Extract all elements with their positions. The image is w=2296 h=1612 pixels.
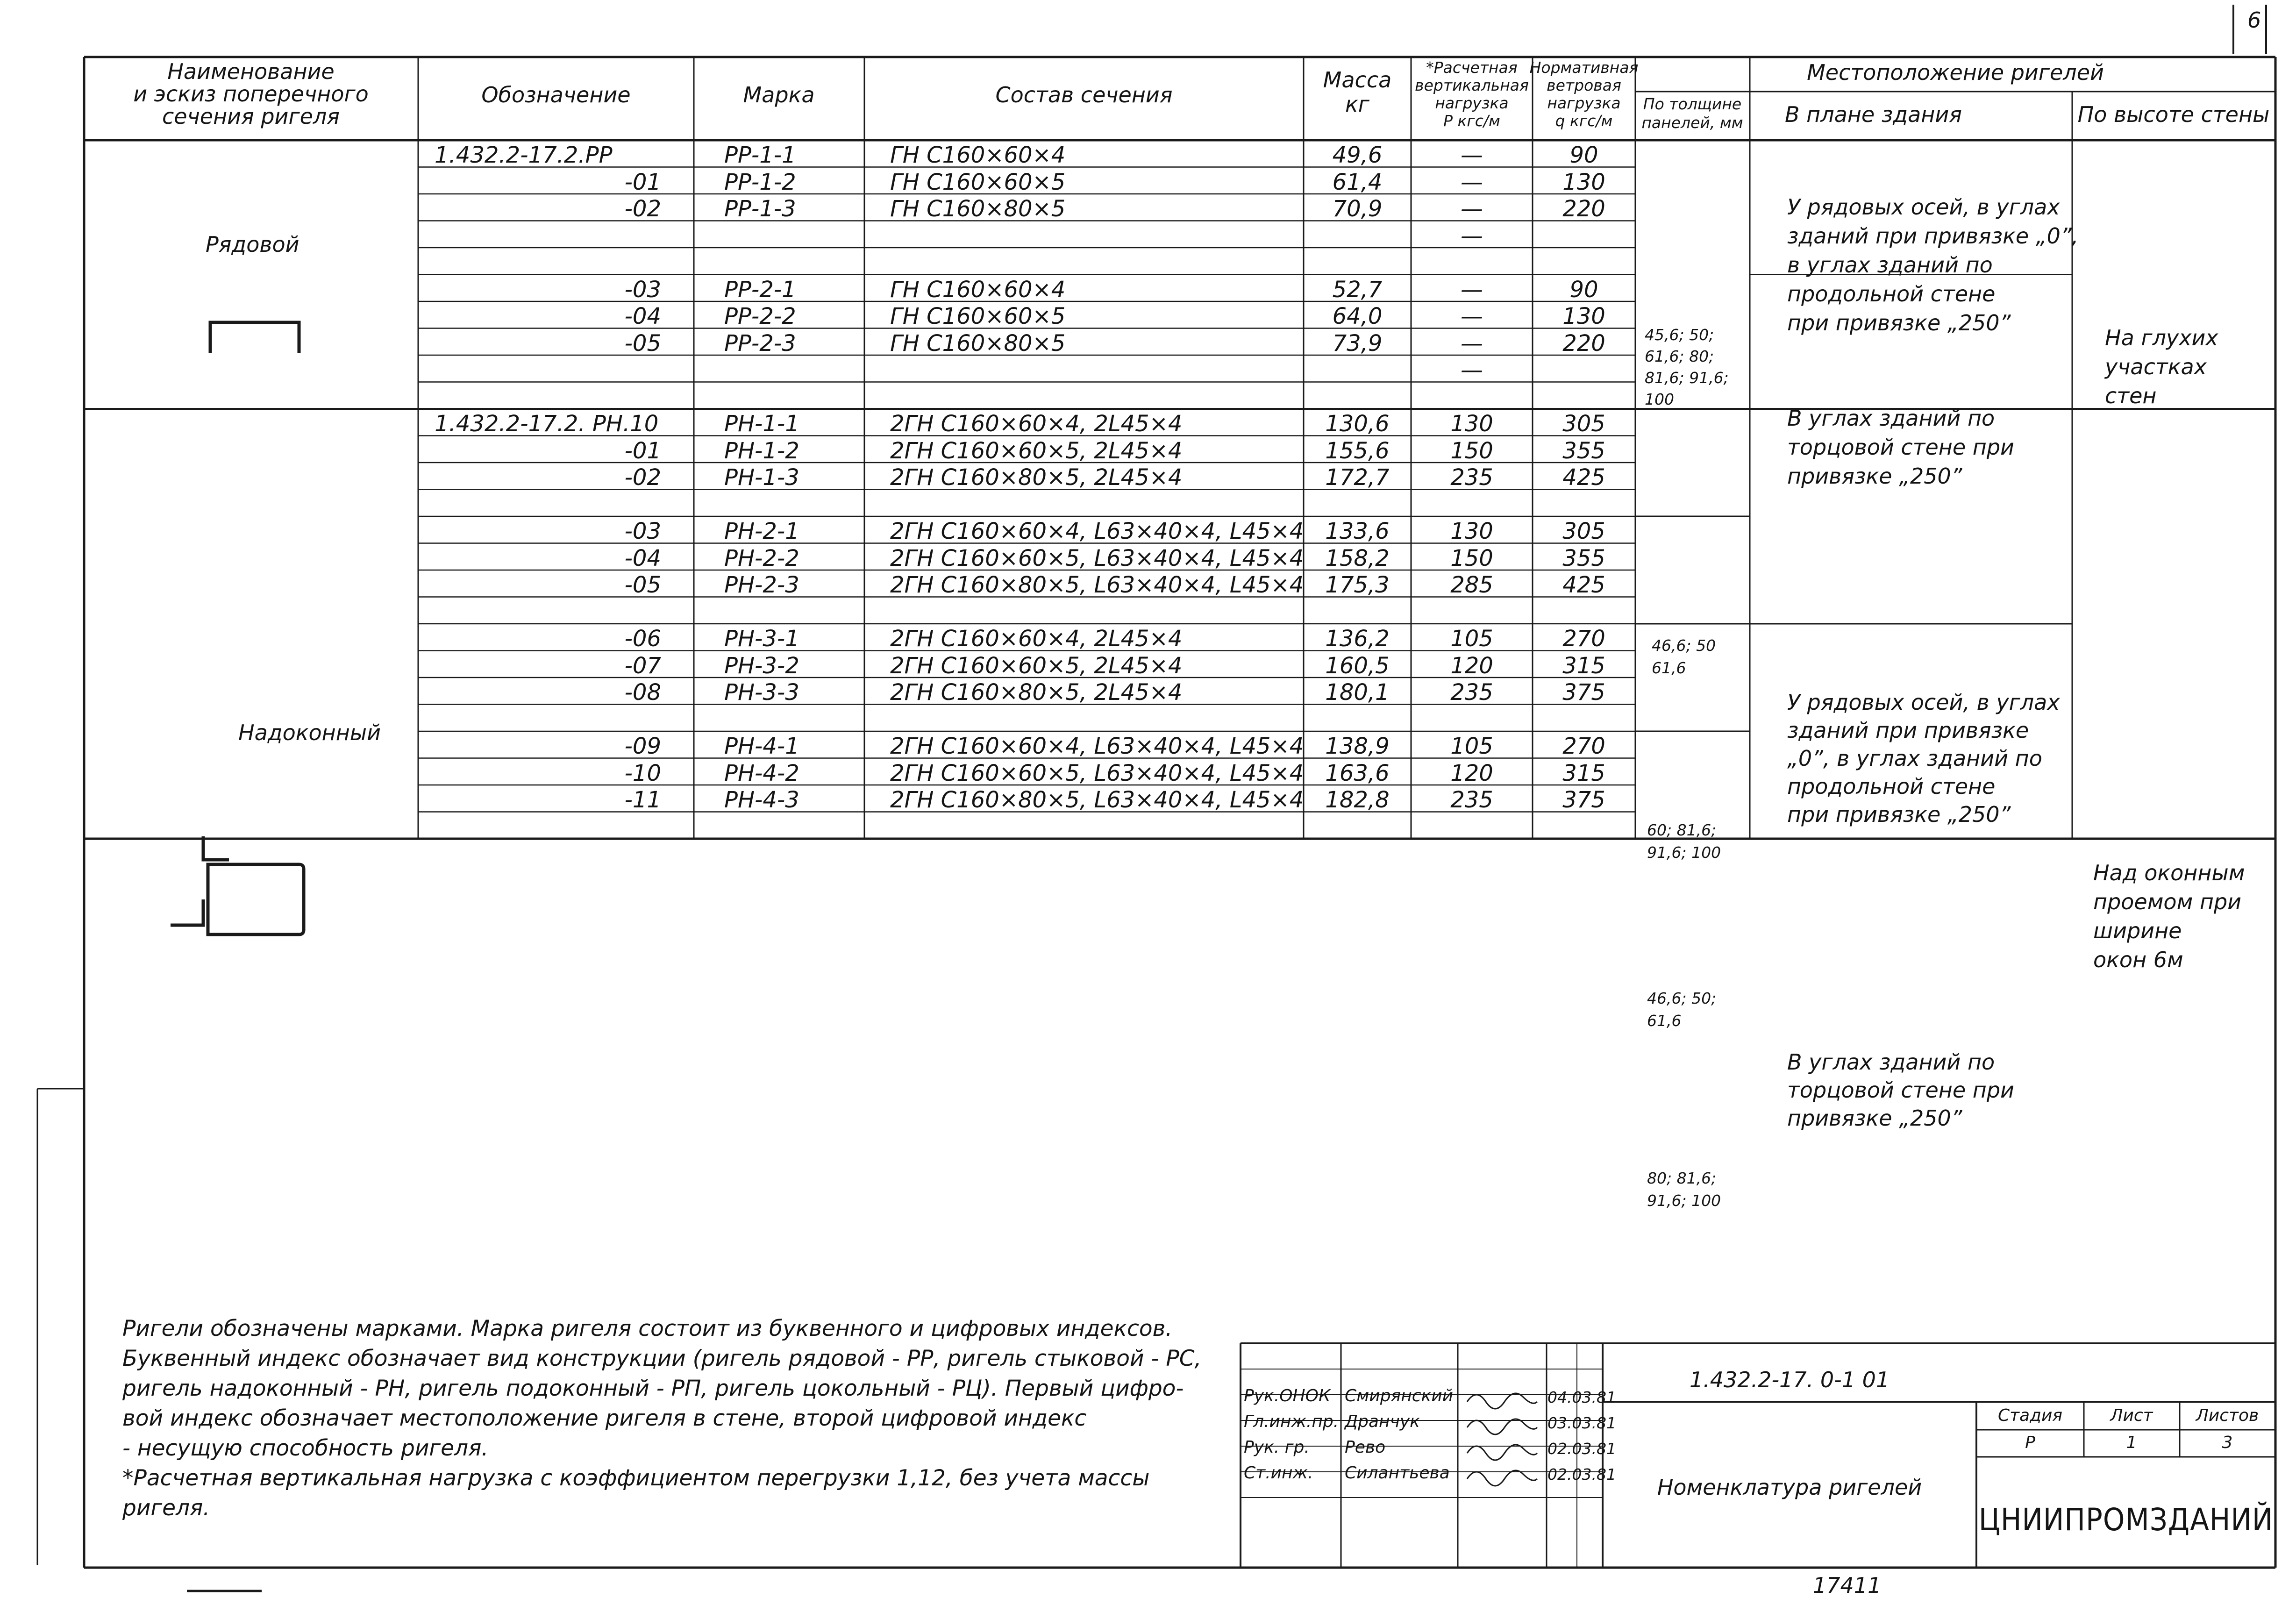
header-name-sketch: Наименование: [167, 59, 335, 84]
signature-role: Рук.ОНОК: [1244, 1386, 1331, 1405]
designation-cell: -07: [624, 652, 661, 679]
header-wind-load: нагрузка: [1547, 94, 1621, 112]
composition-cell: 2ГН С160×60×4, L63×40×4, L45×4: [890, 518, 1304, 544]
header-vertical-load: Р кгс/м: [1443, 112, 1500, 130]
header-in-plan: В плане здания: [1785, 102, 1962, 127]
signature-mark: [1467, 1445, 1537, 1460]
header-mass: Масса: [1323, 67, 1392, 93]
signature-name: Рево: [1345, 1438, 1386, 1457]
sheet-label: Лист: [2110, 1406, 2153, 1425]
designation-cell: -09: [624, 733, 661, 759]
mark-cell: РР-2-2: [724, 303, 796, 329]
document-title: Номенклатура ригелей: [1657, 1475, 1922, 1500]
designation-cell: -06: [624, 626, 661, 652]
header-mass: кг: [1345, 92, 1369, 117]
composition-cell: 2ГН С160×60×5, L63×40×4, L45×4: [890, 760, 1304, 786]
stage-value: Р: [2025, 1433, 2035, 1452]
mark-cell: РР-2-1: [724, 276, 796, 303]
vertical-load-cell: 150: [1450, 545, 1493, 571]
signature-date: 02.03.81: [1547, 1465, 1616, 1484]
wind-load-cell: 305: [1562, 411, 1605, 437]
plan-over-window-2: привязке „250”: [1787, 1106, 1962, 1131]
wind-load-cell: 355: [1562, 437, 1605, 464]
mass-cell: 70,9: [1332, 196, 1383, 222]
mass-cell: 136,2: [1325, 626, 1390, 652]
designation-cell: -03: [624, 518, 661, 544]
note-line: ригеля.: [122, 1495, 210, 1521]
composition-cell: ГН С160×60×4: [890, 276, 1066, 303]
vertical-load-cell: 130: [1450, 518, 1493, 544]
designation-cell: -10: [624, 760, 661, 786]
height-over-window: ширине: [2093, 918, 2182, 943]
plan-ordinary-2: торцовой стене при: [1787, 435, 2014, 460]
composition-cell: 2ГН С160×60×4, 2L45×4: [890, 626, 1183, 652]
signature-role: Ст.инж.: [1244, 1463, 1313, 1483]
signature-name: Дранчук: [1345, 1412, 1420, 1431]
vertical-load-cell: 235: [1450, 787, 1493, 813]
wind-load-cell: 315: [1562, 760, 1605, 786]
wind-load-cell: 355: [1562, 545, 1605, 571]
note-line: *Расчетная вертикальная нагрузка с коэффициентом перегрузки 1,12, без учета массы: [122, 1465, 1150, 1491]
designation-cell: -04: [624, 303, 661, 329]
thickness-over-window-4: 91,6; 100: [1647, 1191, 1721, 1210]
wind-load-cell: 305: [1562, 518, 1605, 544]
designation-cell: -08: [624, 679, 661, 706]
signature-name: Смирянский: [1345, 1386, 1454, 1405]
vertical-load-cell: 150: [1450, 437, 1493, 464]
inventory-number: 17411: [1813, 1573, 1882, 1598]
designation-cell: -05: [624, 572, 661, 598]
corner-mark: 6: [2247, 7, 2261, 33]
mass-cell: 163,6: [1325, 760, 1390, 786]
composition-cell: 2ГН С160×60×5, L63×40×4, L45×4: [890, 545, 1304, 571]
vertical-load-cell: —: [1461, 276, 1483, 303]
composition-cell: ГН С160×60×5: [890, 303, 1066, 329]
height-ordinary: стен: [2105, 383, 2157, 408]
header-name-sketch: и эскиз поперечного: [133, 81, 369, 107]
composition-cell: ГН С160×60×4: [890, 142, 1066, 168]
mark-cell: РР-1-1: [724, 142, 796, 168]
header-vertical-load: нагрузка: [1435, 94, 1509, 112]
height-ordinary: На глухих: [2105, 325, 2218, 350]
mark-cell: РН-1-2: [724, 437, 799, 464]
header-wind-load: q кгс/м: [1555, 112, 1613, 130]
signature-date: 03.03.81: [1547, 1414, 1616, 1432]
plan-over-window-2: В углах зданий по: [1787, 1049, 1995, 1075]
height-over-window: окон 6м: [2093, 947, 2183, 972]
vertical-load-cell: 105: [1450, 626, 1493, 652]
organization-stamp: ЦНИИПРОМЗДАНИЙ: [1978, 1502, 2274, 1538]
mass-cell: 172,7: [1325, 464, 1390, 491]
wind-load-cell: 375: [1562, 679, 1605, 706]
header-name-sketch: сечения ригеля: [162, 104, 340, 129]
mark-cell: РН-1-3: [724, 464, 799, 491]
note-line: вой индекс обозначает местоположение ригеля в стене, второй цифровой индекс: [122, 1405, 1087, 1431]
mark-cell: РН-2-3: [724, 572, 799, 598]
group-name-over-window: Надоконный: [238, 720, 381, 745]
plan-ordinary-1: У рядовых осей, в углах: [1787, 194, 2060, 220]
mass-cell: 49,6: [1332, 142, 1383, 168]
header-by-thickness: По толщине: [1643, 95, 1742, 113]
plan-ordinary-1: при привязке „250”: [1787, 310, 2011, 335]
mark-cell: РН-3-1: [724, 626, 799, 652]
composition-cell: ГН С160×60×5: [890, 169, 1066, 195]
wind-load-cell: 130: [1562, 303, 1605, 329]
wind-load-cell: 90: [1569, 276, 1598, 303]
thickness-over-window-1: 61,6: [1652, 659, 1686, 677]
header-composition: Состав сечения: [995, 82, 1173, 107]
note-line: Буквенный индекс обозначает вид конструкции (ригель рядовой - РР, ригель стыковой - РС,: [122, 1346, 1202, 1371]
height-over-window: проемом при: [2093, 889, 2242, 914]
mass-cell: 158,2: [1325, 545, 1390, 571]
thickness-ordinary: 61,6; 80;: [1645, 347, 1714, 365]
vertical-load-cell: —: [1461, 357, 1483, 383]
header-by-height: По высоте стены: [2077, 102, 2270, 127]
vertical-load-cell: 105: [1450, 733, 1493, 759]
thickness-over-window-2: 91,6; 100: [1647, 843, 1721, 862]
plan-ordinary-1: продольной стене: [1787, 281, 1996, 307]
designation-cell: -01: [624, 169, 661, 195]
signature-mark: [1467, 1470, 1537, 1486]
signature-mark: [1467, 1393, 1537, 1409]
signature-date: 02.03.81: [1547, 1440, 1616, 1458]
designation-cell: -02: [624, 196, 661, 222]
mass-cell: 182,8: [1325, 787, 1390, 813]
header-mark: Марка: [743, 82, 815, 107]
wind-load-cell: 130: [1562, 169, 1605, 195]
mass-cell: 160,5: [1325, 652, 1390, 679]
mass-cell: 180,1: [1325, 679, 1390, 706]
sheet-value: 1: [2126, 1433, 2137, 1452]
thickness-over-window-1: 46,6; 50: [1652, 636, 1716, 655]
composition-cell: 2ГН С160×60×4, 2L45×4: [890, 411, 1183, 437]
header-by-thickness: панелей, мм: [1641, 114, 1743, 132]
note-line: Ригели обозначены марками. Марка ригеля состоит из буквенного и цифровых индексов.: [122, 1316, 1173, 1341]
sheets-value: 3: [2222, 1433, 2233, 1452]
signature-mark: [1467, 1419, 1537, 1434]
height-ordinary: участках: [2105, 354, 2207, 379]
plan-over-window-1: продольной стене: [1787, 774, 1996, 799]
wind-load-cell: 425: [1562, 572, 1605, 598]
document-code: 1.432.2-17. 0-1 01: [1689, 1367, 1890, 1392]
mass-cell: 73,9: [1332, 330, 1383, 357]
plan-over-window-1: У рядовых осей, в углах: [1787, 690, 2060, 715]
designation-cell: -02: [624, 464, 661, 491]
designation-cell: 1.432.2-17.2.РР: [435, 142, 613, 168]
thickness-over-window-3: 61,6: [1647, 1012, 1682, 1030]
mark-cell: РН-2-1: [724, 518, 799, 544]
sheets-label: Листов: [2196, 1406, 2259, 1425]
designation-cell: 1.432.2-17.2. РН.10: [435, 411, 659, 437]
note-line: ригель надоконный - РН, ригель подоконный - РП, ригель цокольный - РЦ). Первый цифро-: [122, 1376, 1184, 1401]
vertical-load-cell: —: [1461, 303, 1483, 329]
height-over-window: Над оконным: [2093, 860, 2245, 885]
mass-cell: 133,6: [1325, 518, 1390, 544]
header-wind-load: ветровая: [1547, 76, 1621, 94]
wind-load-cell: 375: [1562, 787, 1605, 813]
designation-cell: -11: [624, 787, 661, 813]
vertical-load-cell: —: [1461, 169, 1483, 195]
wind-load-cell: 315: [1562, 652, 1605, 679]
mark-cell: РН-2-2: [724, 545, 799, 571]
wind-load-cell: 270: [1562, 733, 1605, 759]
signature-name: Силантьева: [1345, 1463, 1450, 1483]
vertical-load-cell: —: [1461, 142, 1483, 168]
header-designation: Обозначение: [481, 82, 631, 107]
plan-over-window-1: зданий при привязке: [1787, 718, 2029, 743]
composition-cell: 2ГН С160×80×5, L63×40×4, L45×4: [890, 572, 1304, 598]
mark-cell: РР-2-3: [724, 330, 796, 357]
mass-cell: 61,4: [1332, 169, 1383, 195]
mass-cell: 138,9: [1325, 733, 1390, 759]
stage-label: Стадия: [1997, 1406, 2063, 1425]
wind-load-cell: 425: [1562, 464, 1605, 491]
composition-cell: ГН С160×80×5: [890, 196, 1066, 222]
plan-ordinary-2: привязке „250”: [1787, 464, 1962, 489]
over-window-beam-sketch: [171, 836, 304, 934]
plan-over-window-1: „0”, в углах зданий по: [1787, 746, 2042, 771]
thickness-ordinary: 81,6; 91,6;: [1645, 369, 1729, 387]
note-line: - несущую способность ригеля.: [122, 1435, 489, 1461]
plan-ordinary-2: В углах зданий по: [1787, 406, 1995, 431]
mark-cell: РН-3-2: [724, 652, 799, 679]
header-location: Местоположение ригелей: [1807, 60, 2104, 85]
plan-ordinary-1: зданий при привязке „0”,: [1787, 223, 2079, 249]
composition-cell: ГН С160×80×5: [890, 330, 1066, 357]
mark-cell: РН-4-1: [724, 733, 799, 759]
header-wind-load: Нормативная: [1529, 58, 1639, 77]
group-name-ordinary: Рядовой: [206, 232, 299, 257]
composition-cell: 2ГН С160×60×5, 2L45×4: [890, 652, 1183, 679]
plan-over-window-2: торцовой стене при: [1787, 1077, 2014, 1103]
vertical-load-cell: —: [1461, 222, 1483, 249]
vertical-load-cell: 235: [1450, 679, 1493, 706]
vertical-load-cell: 235: [1450, 464, 1493, 491]
mark-cell: РР-1-2: [724, 169, 796, 195]
thickness-ordinary: 100: [1645, 390, 1674, 408]
vertical-load-cell: —: [1461, 330, 1483, 357]
mark-cell: РН-1-1: [724, 411, 799, 437]
composition-cell: 2ГН С160×60×4, L63×40×4, L45×4: [890, 733, 1304, 759]
signature-date: 04.03.81: [1547, 1388, 1616, 1406]
thickness-over-window-4: 80; 81,6;: [1647, 1169, 1717, 1187]
header-vertical-load: *Расчетная: [1426, 58, 1518, 77]
composition-cell: 2ГН С160×60×5, 2L45×4: [890, 437, 1183, 464]
signature-role: Гл.инж.пр.: [1244, 1412, 1339, 1431]
mass-cell: 52,7: [1332, 276, 1383, 303]
thickness-over-window-3: 46,6; 50;: [1647, 989, 1717, 1007]
wind-load-cell: 220: [1562, 330, 1605, 357]
mass-cell: 64,0: [1332, 303, 1383, 329]
designation-cell: -01: [624, 437, 661, 464]
plan-ordinary-1: в углах зданий по: [1787, 252, 1993, 278]
wind-load-cell: 220: [1562, 196, 1605, 222]
mass-cell: 155,6: [1325, 437, 1390, 464]
vertical-load-cell: 120: [1450, 652, 1493, 679]
composition-cell: 2ГН С160×80×5, 2L45×4: [890, 464, 1183, 491]
mark-cell: РН-4-3: [724, 787, 799, 813]
vertical-load-cell: 130: [1450, 411, 1493, 437]
mark-cell: РН-3-3: [724, 679, 799, 706]
mass-cell: 175,3: [1325, 572, 1390, 598]
designation-cell: -04: [624, 545, 661, 571]
composition-cell: 2ГН С160×80×5, L63×40×4, L45×4: [890, 787, 1304, 813]
thickness-ordinary: 45,6; 50;: [1645, 326, 1714, 344]
wind-load-cell: 90: [1569, 142, 1598, 168]
ordinary-beam-sketch: [210, 322, 299, 353]
mass-cell: 130,6: [1325, 411, 1390, 437]
designation-cell: -03: [624, 276, 661, 303]
wind-load-cell: 270: [1562, 626, 1605, 652]
designation-cell: -05: [624, 330, 661, 357]
signature-role: Рук. гр.: [1244, 1438, 1310, 1457]
composition-cell: 2ГН С160×80×5, 2L45×4: [890, 679, 1183, 706]
vertical-load-cell: 285: [1450, 572, 1493, 598]
header-vertical-load: вертикальная: [1415, 76, 1529, 94]
plan-over-window-1: при привязке „250”: [1787, 802, 2011, 827]
mark-cell: РР-1-3: [724, 196, 796, 222]
vertical-load-cell: 120: [1450, 760, 1493, 786]
mark-cell: РН-4-2: [724, 760, 799, 786]
thickness-over-window-2: 60; 81,6;: [1647, 821, 1717, 839]
vertical-load-cell: —: [1461, 196, 1483, 222]
